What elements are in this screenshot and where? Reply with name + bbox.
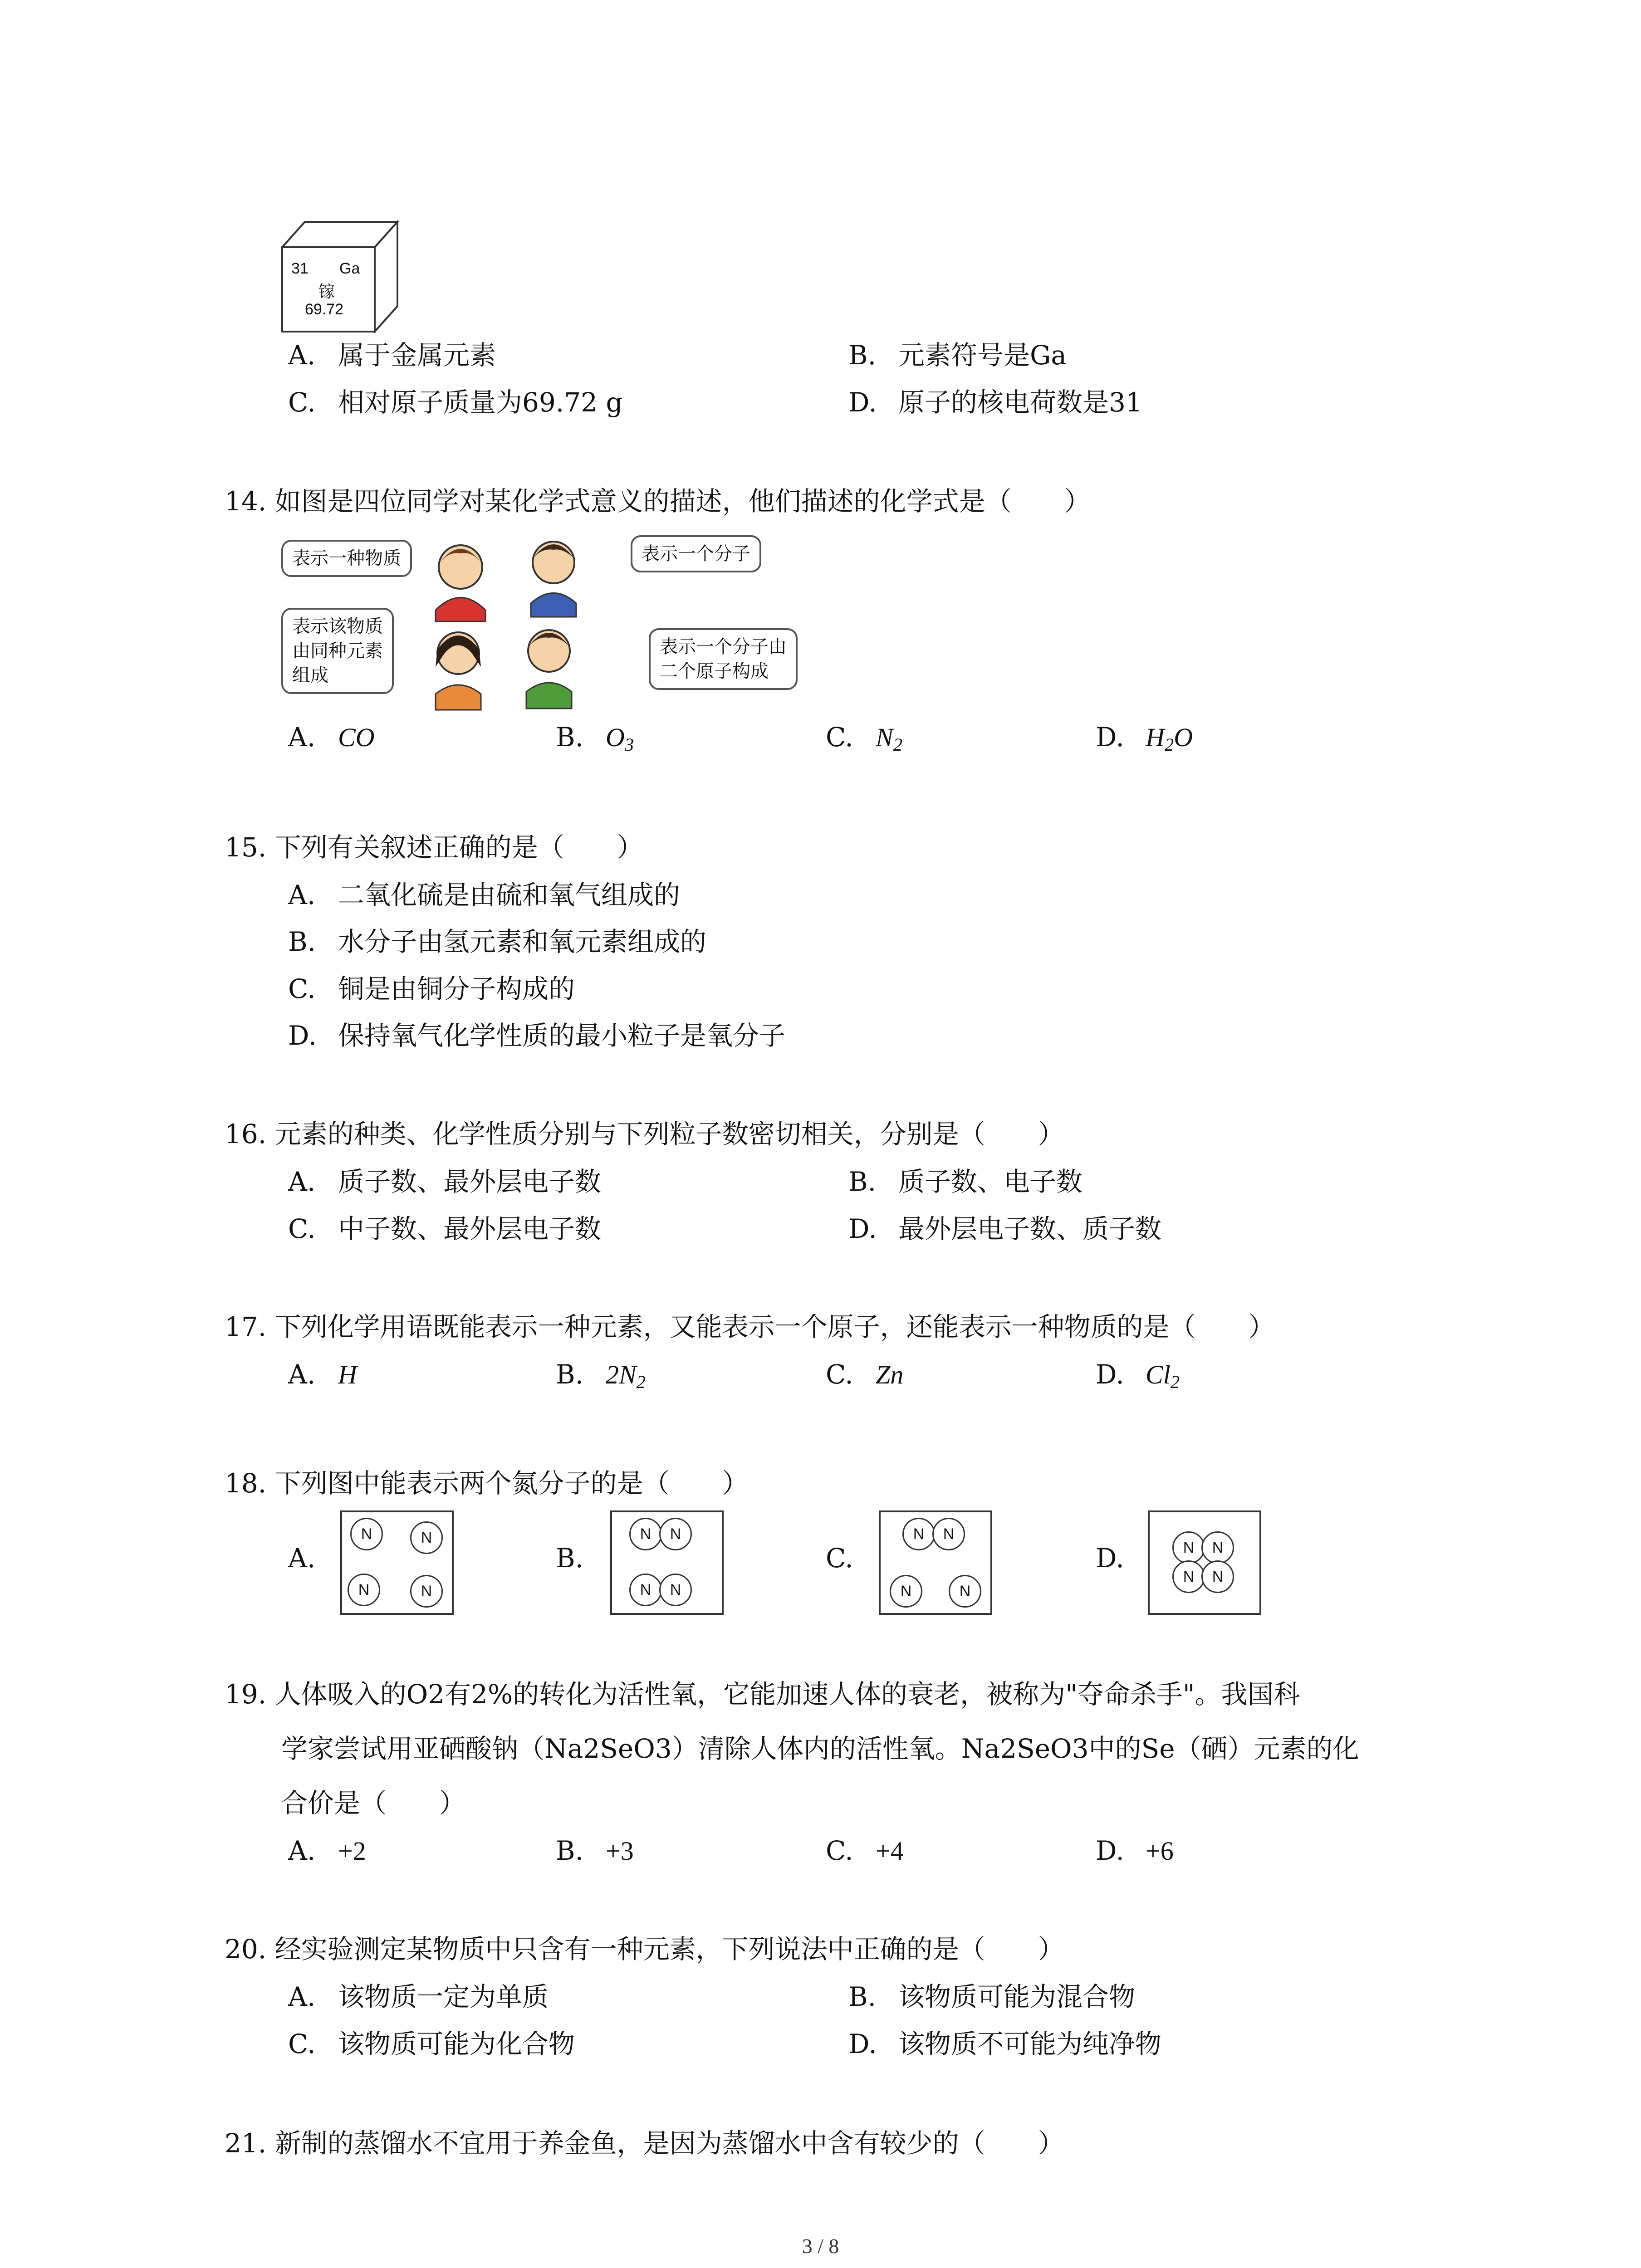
q20-option-d: D. 该物质不可能为纯净物	[848, 2028, 1162, 2059]
nitrogen-atom: N	[1172, 1531, 1205, 1564]
q20-stem: 20. 经实验测定某物质中只含有一种元素，下列说法中正确的是（ ）	[225, 1934, 1064, 1965]
q20-option-a: A. 该物质一定为单质	[288, 1981, 549, 2012]
q16-option-b: B. 质子数、电子数	[848, 1166, 1083, 1197]
element-cube	[281, 220, 399, 333]
q18-option-b-box	[610, 1510, 724, 1615]
q18-option-d-letter: D.	[1096, 1543, 1124, 1574]
element-symbol: Ga	[339, 260, 360, 277]
q14-illustration	[281, 531, 826, 721]
students-drawing	[417, 531, 626, 721]
nitrogen-atom: N	[1172, 1560, 1205, 1593]
nitrogen-atom: N	[659, 1518, 692, 1550]
nitrogen-atom: N	[348, 1574, 380, 1606]
q13-option-c: C. 相对原子质量为69.72 g	[288, 387, 623, 418]
q19-option-a: A. +2	[288, 1835, 366, 1866]
q16-option-c: C. 中子数、最外层电子数	[288, 1213, 602, 1244]
q18-option-c-letter: C.	[826, 1543, 853, 1574]
nitrogen-atom: N	[890, 1575, 922, 1608]
q15-stem: 15. 下列有关叙述正确的是（ ）	[225, 832, 643, 863]
q20-option-c: C. 该物质可能为化合物	[288, 2028, 575, 2059]
bubble-one-molecule: 表示一个分子	[631, 535, 761, 572]
nitrogen-atom: N	[932, 1518, 965, 1550]
q15-option-a: A. 二氧化硫是由硫和氧气组成的	[288, 880, 681, 910]
q19-stem-line-3: 合价是（ ）	[281, 1788, 466, 1818]
q19-option-c: C. +4	[826, 1835, 904, 1866]
q13-option-d: D. 原子的核电荷数是31	[848, 387, 1142, 418]
element-name: 镓	[318, 283, 335, 301]
q14-stem: 14. 如图是四位同学对某化学式意义的描述，他们描述的化学式是（ ）	[225, 486, 1091, 517]
q13-option-a: A. 属于金属元素	[288, 340, 496, 371]
q17-option-d: D. $Cl_2$	[1096, 1359, 1180, 1393]
q15-option-c: C. 铜是由铜分子构成的	[288, 973, 575, 1004]
page-number: 3 / 8	[802, 2234, 839, 2258]
q18-option-b-letter: B.	[556, 1543, 584, 1574]
q19-option-b: B. +3	[556, 1835, 634, 1866]
q15-option-b: B. 水分子由氢元素和氧元素组成的	[288, 926, 707, 957]
q14-option-c: C. $N_2$	[826, 722, 902, 755]
q14-option-a: A. CO	[288, 722, 375, 753]
q19-stem-line-2: 学家尝试用亚硒酸钠（Na2SeO3）清除人体内的活性氧。Na2SeO3中的Se（硒）元素的化	[281, 1733, 1359, 1764]
q16-option-d: D. 最外层电子数、质子数	[848, 1213, 1162, 1244]
q16-stem: 16. 元素的种类、化学性质分别与下列粒子数密切相关，分别是（ ）	[225, 1119, 1064, 1149]
q19-stem-line-1: 19. 人体吸入的O2有2%的转化为活性氧，它能加速人体的衰老，被称为"夺命杀手"。我国科	[225, 1679, 1300, 1710]
q17-option-c: C. Zn	[826, 1359, 904, 1390]
nitrogen-atom: N	[1201, 1531, 1234, 1564]
nitrogen-atom: N	[902, 1518, 935, 1550]
bubble-same-element: 表示该物质 由同种元素 组成	[281, 608, 394, 694]
q18-option-c-box	[879, 1510, 992, 1615]
q17-option-b: B. $2N_2$	[556, 1359, 646, 1393]
nitrogen-atom: N	[350, 1518, 383, 1550]
q18-option-d-box	[1148, 1510, 1261, 1615]
element-mass: 69.72	[305, 301, 344, 318]
bubble-one-substance: 表示一种物质	[281, 540, 412, 577]
q19-option-d: D. +6	[1096, 1835, 1174, 1866]
q14-option-d: D. $H_2O$	[1096, 722, 1193, 755]
nitrogen-atom: N	[629, 1574, 662, 1606]
q20-option-b: B. 该物质可能为混合物	[848, 1981, 1136, 2012]
q18-option-a-letter: A.	[288, 1543, 316, 1574]
nitrogen-atom: N	[410, 1575, 443, 1608]
q17-option-a: A. H	[288, 1359, 357, 1390]
q15-option-d: D. 保持氧气化学性质的最小粒子是氧分子	[288, 1020, 786, 1051]
q16-option-a: A. 质子数、最外层电子数	[288, 1166, 602, 1197]
q14-option-b: B. $O_3$	[556, 722, 634, 755]
element-number: 31	[291, 260, 309, 277]
q18-option-a-box	[340, 1510, 454, 1615]
q13-option-b: B. 元素符号是Ga	[848, 340, 1067, 371]
nitrogen-atom: N	[659, 1574, 692, 1606]
nitrogen-atom: N	[949, 1575, 981, 1608]
q18-stem: 18. 下列图中能表示两个氮分子的是（ ）	[225, 1468, 749, 1499]
nitrogen-atom: N	[629, 1518, 662, 1550]
nitrogen-atom: N	[1201, 1560, 1234, 1593]
q21-stem: 21. 新制的蒸馏水不宜用于养金鱼，是因为蒸馏水中含有较少的（ ）	[225, 2128, 1064, 2159]
nitrogen-atom: N	[410, 1521, 443, 1554]
bubble-two-atoms: 表示一个分子由 二个原子构成	[649, 628, 798, 690]
q17-stem: 17. 下列化学用语既能表示一种元素，又能表示一个原子，还能表示一种物质的是（ ）	[225, 1311, 1275, 1342]
